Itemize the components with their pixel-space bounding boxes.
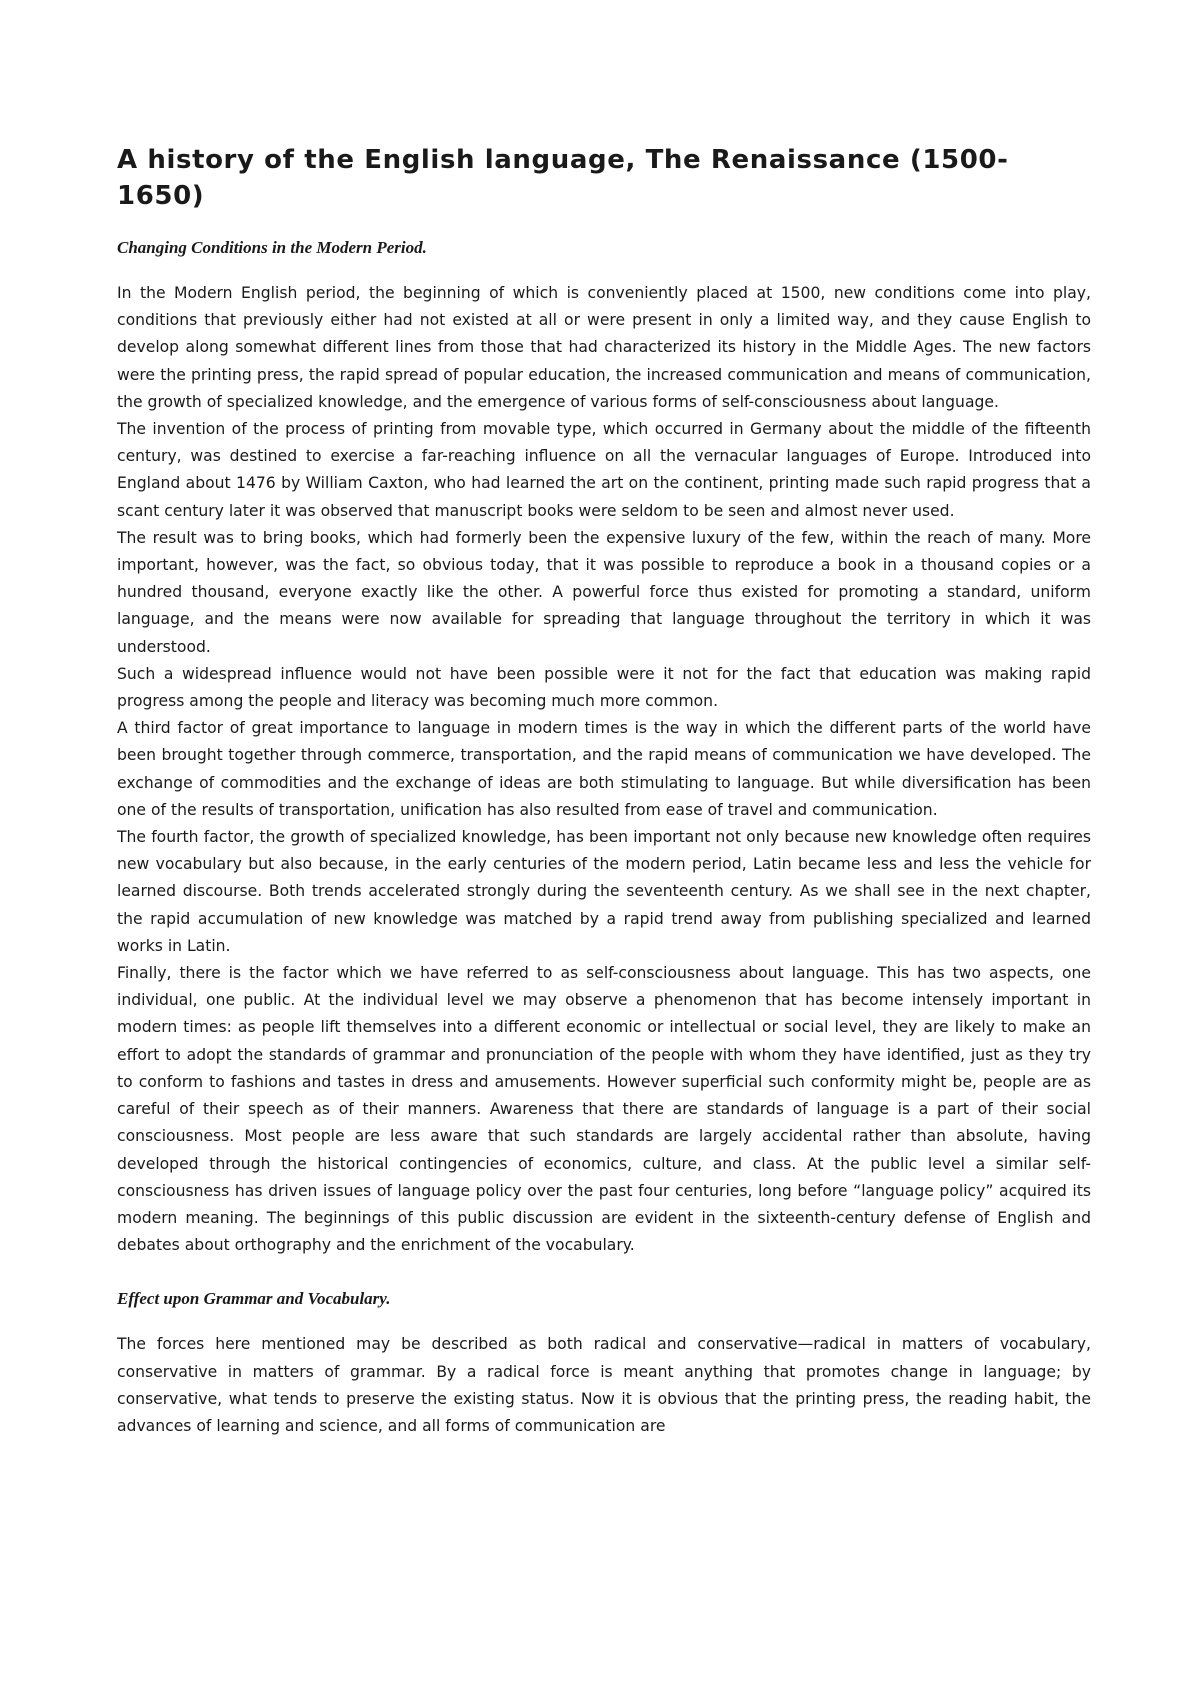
- paragraph: The forces here mentioned may be described as both radical and conservative—radical in matters of vocabulary, conservative in matters of grammar. By a radical force is meant anything that promotes change in language; by conservative, what tends to preserve the existing status. Now it is obvious that the printing press, the reading habit, the advances of learning and science, and all forms of communication are: [117, 1335, 1091, 1435]
- paragraph: Such a widespread influence would not have been possible were it not for the fact that education was making rapid progress among the people and literacy was becoming much more common.: [117, 664, 1091, 711]
- paragraph: In the Modern English period, the beginning of which is conveniently placed at 1500, new conditions come into play, conditions that previously either had not existed at all or were present in only a limited way, and they cause English to develop along somewhat different lines from those that had characterized its history in the Middle Ages. The new factors were the printing press, the rapid spread of popular education, the increased communication and means of communication, the growth of specialized knowledge, and the emergence of various forms of self-consciousness about language.: [117, 284, 1091, 411]
- section-changing-conditions: [117, 236, 1091, 1259]
- document-page: [117, 142, 1091, 1440]
- section-heading: Effect upon Grammar and Vocabulary.: [117, 1289, 391, 1309]
- document-title: A history of the English language, The Renaissance (1500-1650): [117, 145, 1009, 211]
- section-heading: Changing Conditions in the Modern Period.: [117, 238, 427, 257]
- paragraph: The invention of the process of printing from movable type, which occurred in Germany about the middle of the fifteenth century, was destined to exercise a far-reaching influence on all the vernacular languages of Europe. Introduced into England about 1476 by William Caxton, who had learned the art on the continent, printing made such rapid progress that a scant century later it was observed that manuscript books were seldom to be seen and almost never used.: [117, 420, 1091, 520]
- paragraph: Finally, there is the factor which we have referred to as self-consciousness about language. This has two aspects, one individual, one public. At the individual level we may observe a phenomenon that has become intensely important in modern times: as people lift themselves into a different economic or intellectual or social level, they are likely to make an effort to adopt the standards of grammar and pronunciation of the people with whom they have identified, just as they try to conform to fashions and tastes in dress and amusements. However superficial such conformity might be, people are as careful of their speech as of their manners. Awareness that there are standards of language is a part of their social consciousness. Most people are less aware that such standards are largely accidental rather than absolute, having developed through the historical contingencies of economics, culture, and class. At the public level a similar self-consciousness has driven issues of language policy over the past four centuries, long before “language policy” acquired its modern meaning. The beginnings of this public discussion are evident in the sixteenth-century defense of English and debates about orthography and the enrichment of the vocabulary.: [117, 964, 1091, 1255]
- paragraph: The fourth factor, the growth of specialized knowledge, has been important not only because new knowledge often requires new vocabulary but also because, in the early centuries of the modern period, Latin became less and less the vehicle for learned discourse. Both trends accelerated strongly during the seventeenth century. As we shall see in the next chapter, the rapid accumulation of new knowledge was matched by a rapid trend away from publishing specialized and learned works in Latin.: [117, 828, 1091, 955]
- paragraph: A third factor of great importance to language in modern times is the way in which the different parts of the world have been brought together through commerce, transportation, and the rapid means of communication we have developed. The exchange of commodities and the exchange of ideas are both stimulating to language. But while diversification has been one of the results of transportation, unification has also resulted from ease of travel and communication.: [117, 719, 1091, 819]
- section-grammar-vocabulary: [117, 1287, 1091, 1440]
- paragraph: The result was to bring books, which had formerly been the expensive luxury of the few, within the reach of many. More important, however, was the fact, so obvious today, that it was possible to reproduce a book in a thousand copies or a hundred thousand, everyone exactly like the other. A powerful force thus existed for promoting a standard, uniform language, and the means were now available for spreading that language throughout the territory in which it was understood.: [117, 528, 1091, 656]
